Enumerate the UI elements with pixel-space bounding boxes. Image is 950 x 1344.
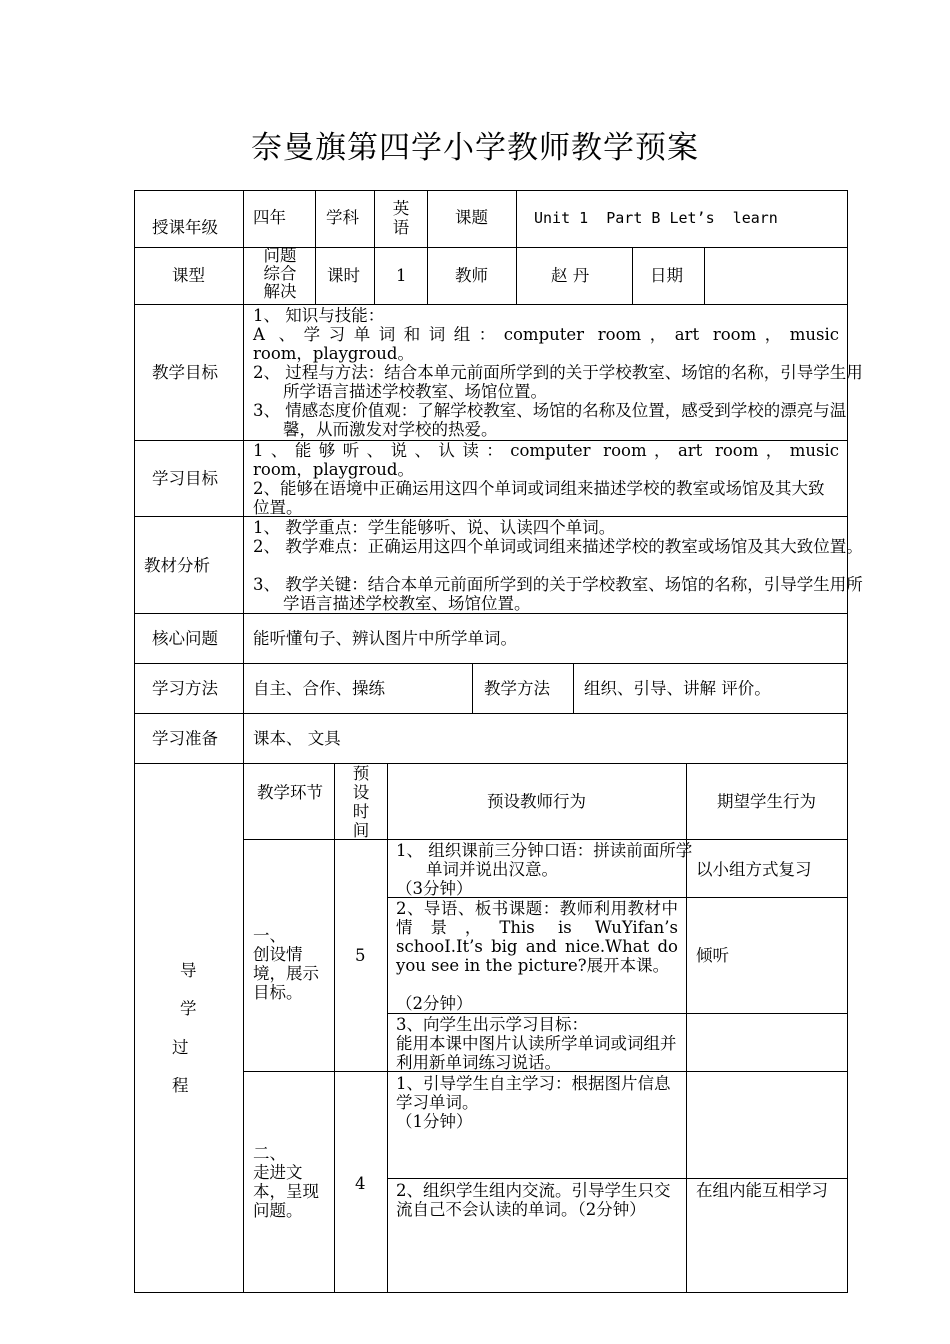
teaching-goals-line-3: room，playgroud。 bbox=[253, 344, 414, 363]
stage1-name: 一、 创设情境，展示目标。 bbox=[253, 926, 319, 1002]
teacher-label: 教师 bbox=[455, 266, 488, 285]
col-teacher-header: 预设教师行为 bbox=[487, 792, 586, 811]
learning-goals-line-2: room，playgroud。 bbox=[253, 460, 414, 479]
type-value: 问题综合解决 bbox=[263, 246, 297, 301]
study-method-label: 学习方法 bbox=[152, 679, 218, 698]
topic-value: Unit 1 Part B Let’s learn bbox=[534, 209, 778, 227]
stage1-time: 5 bbox=[355, 946, 366, 965]
prep-text: 课本、 文具 bbox=[253, 729, 341, 748]
grade-label: 授课年级 bbox=[152, 218, 218, 237]
stage1-teacher-1: 1、 组织课前三分钟口语：拼读前面所学单词并说出汉意。 bbox=[396, 841, 693, 879]
subject-label: 学科 bbox=[326, 208, 359, 227]
stage2-teacher-1: 1、引导学生自主学习：根据图片信息学习单词。 bbox=[396, 1074, 671, 1112]
col-student-header: 期望学生行为 bbox=[717, 792, 816, 811]
stage1-student-2: 倾听 bbox=[696, 946, 729, 965]
learning-goals-label: 学习目标 bbox=[152, 469, 218, 488]
teaching-goals-line-2: A 、学习单词和词组：computer room，art room，music bbox=[253, 325, 839, 344]
core-label: 核心问题 bbox=[152, 629, 218, 648]
col-stage-header: 教学环节 bbox=[257, 783, 323, 802]
grade-value: 四年 bbox=[253, 208, 286, 227]
study-method-value: 自主、合作、操练 bbox=[253, 679, 385, 698]
prep-label: 学习准备 bbox=[152, 729, 218, 748]
process-label-2: 学 bbox=[180, 999, 197, 1018]
stage1-teacher-2-min: （2分钟） bbox=[396, 994, 473, 1013]
stage2-teacher-2: 2、组织学生组内交流。引导学生只交流自己不会认读的单词。（2分钟） bbox=[396, 1181, 671, 1219]
teacher-value: 赵 丹 bbox=[551, 266, 590, 285]
stage2-time: 4 bbox=[355, 1174, 366, 1193]
core-text: 能听懂句子、辨认图片中所学单词。 bbox=[253, 629, 517, 648]
teaching-goals-label: 教学目标 bbox=[152, 363, 218, 382]
col-time-header: 预设时间 bbox=[352, 764, 370, 840]
hours-label: 课时 bbox=[327, 266, 360, 285]
teaching-goals-line-4: 2、 过程与方法：结合本单元前面所学到的关于学校教室、场馆的名称，引导学生用所学语言描述学校教室、场馆位置。 bbox=[253, 363, 863, 401]
stage1-teacher-3: 3、向学生出示学习目标： 能用本课中图片认读所学单词或词组并利用新单词练习说话。 bbox=[396, 1015, 677, 1072]
page-title: 奈曼旗第四学小学教师教学预案 bbox=[251, 130, 699, 166]
material-label: 教材分析 bbox=[144, 556, 210, 575]
process-label-4: 程 bbox=[172, 1076, 189, 1095]
stage2-student-2: 在组内能互相学习 bbox=[696, 1181, 828, 1200]
material-line-3: 3、 教学关键：结合本单元前面所学到的关于学校教室、场馆的名称，引导学生用所学语言描述学校教室、场馆位置。 bbox=[253, 575, 863, 613]
teach-method-label: 教学方法 bbox=[484, 679, 550, 698]
process-label-1: 导 bbox=[180, 961, 197, 980]
stage2-teacher-1-min: （1分钟） bbox=[396, 1112, 473, 1131]
hours-value: 1 bbox=[396, 266, 407, 285]
stage2-name: 二、 走进文本，呈现问题。 bbox=[253, 1144, 319, 1220]
date-label: 日期 bbox=[650, 266, 683, 285]
teach-method-value: 组织、引导、讲解 评价。 bbox=[584, 679, 771, 698]
material-line-2: 2、 教学难点：正确运用这四个单词或词组来描述学校的教室或场馆及其大致位置。 bbox=[253, 537, 863, 556]
stage1-teacher-2: 2、导语、板书课题：教师利用教材中情景，This is WuYifan’s schooI.It’s big and nice.What do you see in the picture?展开本课。 bbox=[396, 899, 684, 975]
type-label: 课型 bbox=[172, 266, 205, 285]
learning-goals-line-1: 1、能够听、说、认读：computer room，art room，music bbox=[253, 441, 839, 460]
stage1-teacher-1-min: （3分钟） bbox=[396, 879, 473, 898]
material-line-1: 1、 教学重点：学生能够听、说、认读四个单词。 bbox=[253, 518, 616, 537]
teaching-goals-line-1: 1、 知识与技能： bbox=[253, 306, 385, 325]
stage1-student-1: 以小组方式复习 bbox=[696, 860, 812, 879]
topic-label: 课题 bbox=[455, 208, 488, 227]
learning-goals-line-3: 2、能够在语境中正确运用这四个单词或词组来描述学校的教室或场馆及其大致位置。 bbox=[253, 479, 825, 517]
subject-value: 英语 bbox=[392, 199, 410, 237]
process-label-3: 过 bbox=[172, 1038, 189, 1057]
teaching-goals-line-5: 3、 情感态度价值观：了解学校教室、场馆的名称及位置，感受到学校的漂亮与温馨，从而激发对学校的热爱。 bbox=[253, 401, 847, 439]
